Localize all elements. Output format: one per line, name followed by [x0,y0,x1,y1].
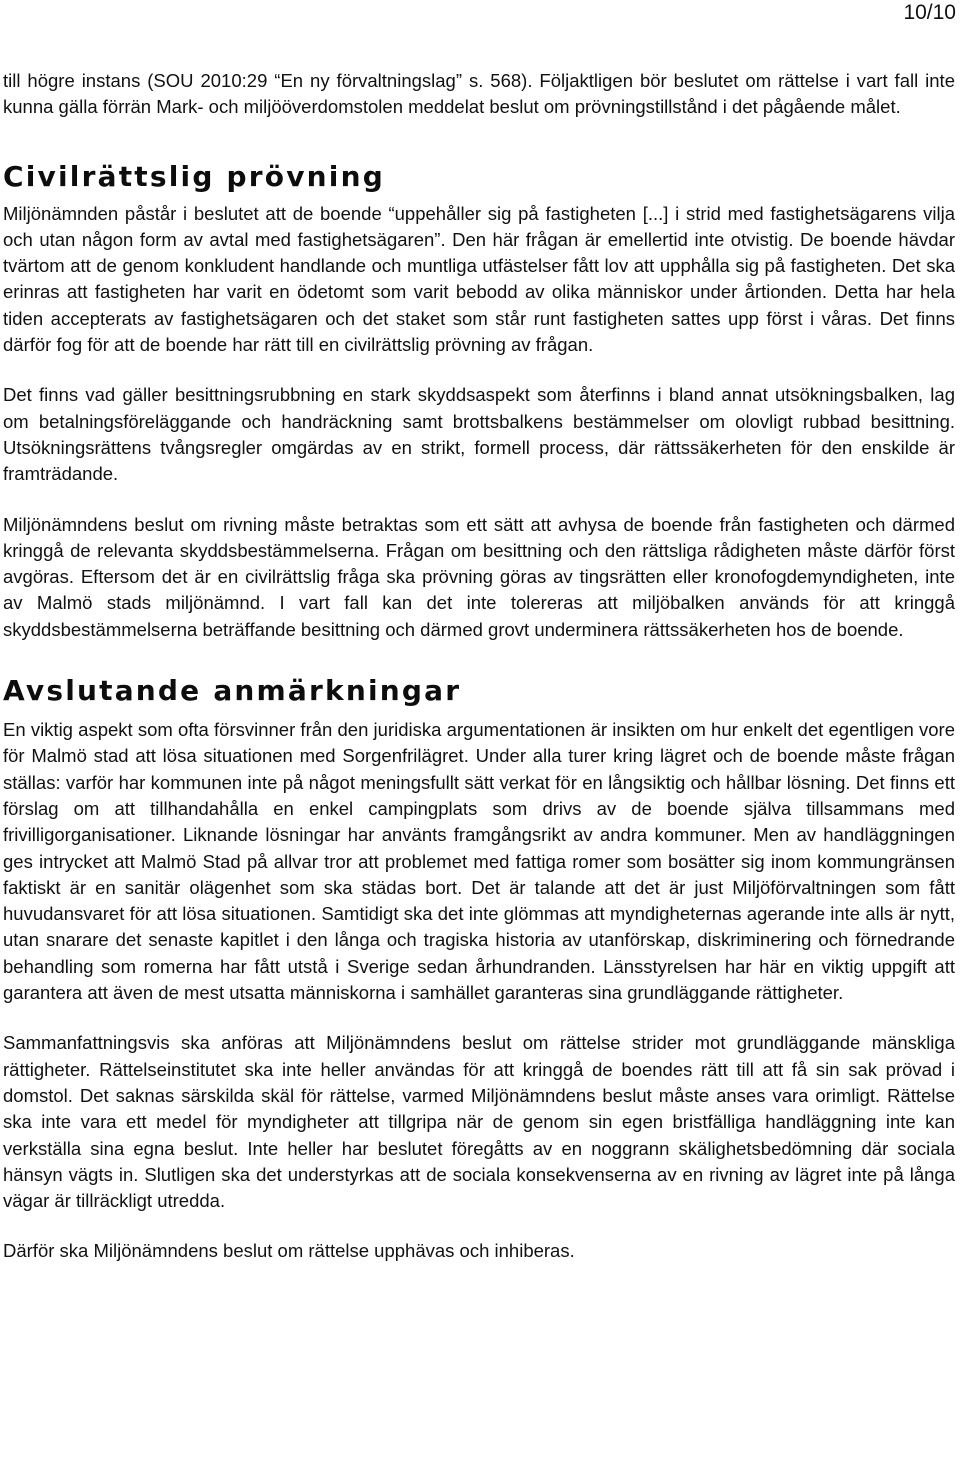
page-number: 10/10 [903,1,956,24]
intro-paragraph: till högre instans (SOU 2010:29 “En ny förvaltningslag” s. 568). Följaktligen bör beslutet om rättelse i vart fall inte kunna gälla förrän Mark- och miljööverdomstolen meddelat beslut om prövningstillstånd i det pågående målet. [3,70,955,118]
section1-paragraph-3: Miljönämndens beslut om rivning måste betraktas som ett sätt att avhysa de boende från fastigheten och därmed kringgå de relevanta skyddsbestämmelserna. Frågan om besittning och den rättsliga rådigheten måste därför först avgöras. Eftersom det är en civilrättslig fråga ska prövning göras av tingsrätten eller kronofogdemyndigheten, inte av Malmö stads miljönämnd. I vart fall kan det inte tolereras att miljöbalken används för att kringgå skyddsbestämmelserna beträffande besittning och därmed grovt underminera rättssäkerheten hos de boende. [3,513,955,640]
section-heading-avslutande-anmarkningar: Avslutande anmärkningar [3,674,462,708]
section2-paragraph-1: En viktig aspekt som ofta försvinner från den juridiska argumentationen är insikten om hur enkelt det egentligen vore för Malmö stad att lösa situationen med Sorgenfrilägret. Under alla turer kring lägret och de boende måste frågan ställas: varför har kommunen inte på något meningsfullt sätt verkat för en långsiktig och hållbar lösning. Det finns ett förslag om att tillhandahålla en enkel campingplats som drivs av de boende själva tillsammans med frivilligorganisationer. Liknande lösningar har använts framgångsrikt av andra kommuner. Men av handläggningen ges intrycket att Malmö Stad på allvar tror att problemet med fattiga romer som bosätter sig inom kommungränsen faktiskt är en sanitär olägenhet som ska städas bort. Det är talande att det är just Miljöförvaltningen som fått huvudansvaret för att lösa situationen. Samtidigt ska det inte glömmas att myndigheternas agerande inte alls är nytt, utan snarare det senaste kapitlet i den långa och tragiska historia av utanförskap, diskriminering och förnedrande behandling som romerna har fått utstå i Sverige sedan århundranden. Länsstyrelsen har här en viktig uppgift att garantera att även de mest utsatta människorna i samhället garanteras sina grundläggande rättigheter. [3,719,955,1004]
document-body [3,68,955,1265]
section2-paragraph-3: Därför ska Miljönämndens beslut om rättelse upphävas och inhiberas. [3,1240,575,1262]
section-heading-civilrattslig-provning: Civilrättslig prövning [3,159,385,193]
section2-paragraph-2: Sammanfattningsvis ska anföras att Miljönämndens beslut om rättelse strider mot grundläggande mänskliga rättigheter. Rättelseinstitutet ska inte heller användas för att kringgå de boendes rätt till att få sin sak prövad i domstol. Det saknas särskilda skäl för rättelse, varmed Miljönämndens beslut måste anses vara orimligt. Rättelse ska inte vara ett medel för myndigheter att tillgripa när de genom sin egen bristfälliga handläggning inte kan verkställa sina egna beslut. Inte heller har beslutet föregåtts av en noggrann skälighetsbedömning där sociala hänsyn vägts in. Slutligen ska det understyrkas att de sociala konsekvenserna av en rivning av lägret inte på långa vägar är tillräckligt utredda. [3,1032,955,1212]
section1-paragraph-2: Det finns vad gäller besittningsrubbning en stark skyddsaspekt som återfinns i bland annat utsökningsbalken, lag om betalningsföreläggande och handräckning samt brottsbalkens bestämmelser om olovligt rubbad besittning. Utsökningsrättens tvångsregler omgärdas av en strikt, formell process, där rättssäkerheten för den enskilde är framträdande. [3,384,955,485]
section1-paragraph-1: Miljönämnden påstår i beslutet att de boende “uppehåller sig på fastigheten [...] i strid med fastighetsägarens vilja och utan någon form av avtal med fastighetsägaren”. Den här frågan är emellertid inte otvistig. De boende hävdar tvärtom att de genom konkludent handlande och muntliga utfästelser fått lov att upphålla sig på fastigheten. Det ska erinras att fastigheten har varit en ödetomt som varit bebodd av olika människor under årtionden. Detta har hela tiden accepterats av fastighetsägaren och det staket som står runt fastigheten sattes upp först i våras. Det finns därför fog för att de boende har rätt till en civilrättslig prövning av frågan. [3,202,955,356]
